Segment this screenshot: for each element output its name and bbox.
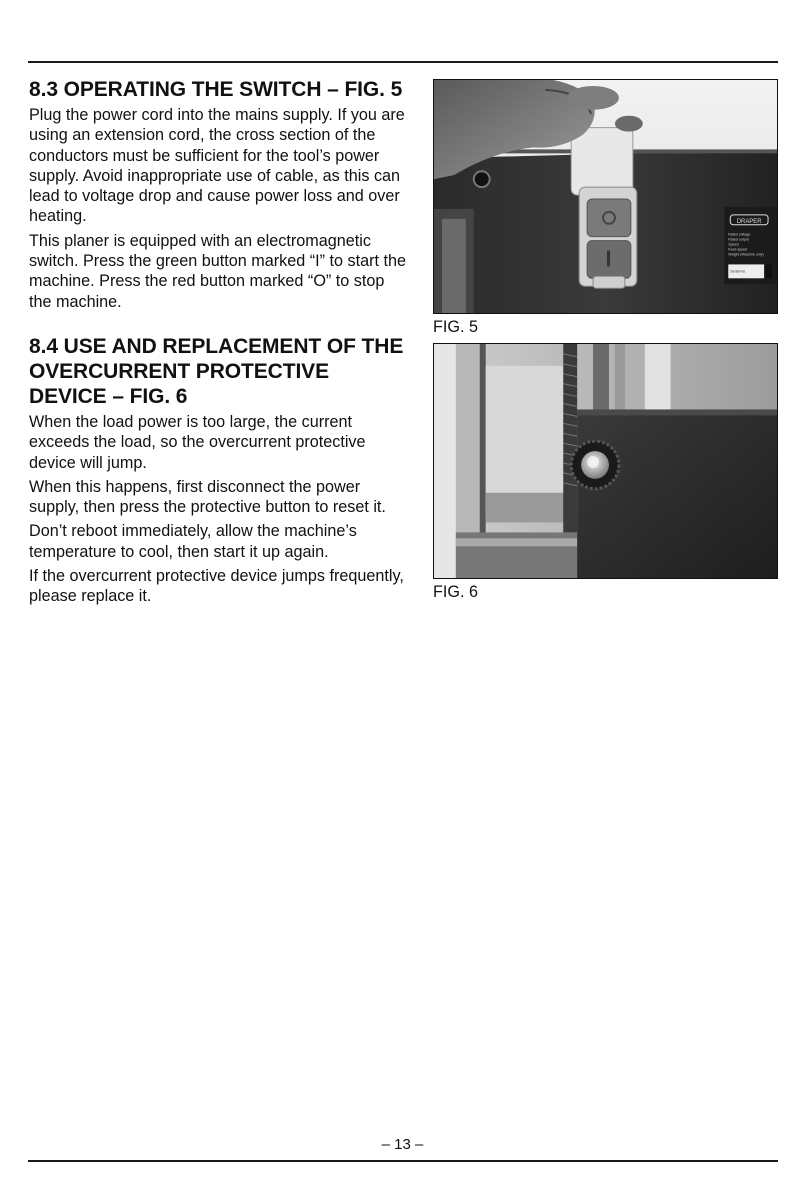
section-8-4: [29, 334, 407, 607]
label-line: Speed: [728, 242, 739, 247]
fig-6-photo: [433, 343, 778, 579]
section-8-3: [29, 77, 407, 312]
label-line: Feed speed: [728, 247, 748, 252]
fig-6-caption: FIG. 6: [433, 583, 478, 601]
section-heading-8-4: 8.4 USE AND REPLACEMENT OF THE OVERCURRENT PROTECTIVE DEVICE – FIG. 6: [29, 334, 404, 408]
label-line: Rated output: [728, 237, 749, 242]
bottom-rule: [28, 1160, 778, 1162]
paragraph: This planer is equipped with an electromagnetic switch. Press the green button marked “I” to start the machine. Press the red button marked “O” to stop the machine.: [29, 231, 406, 311]
label-serial: Serial No.: [730, 269, 746, 274]
label-line: Weight (Machine only): [728, 252, 764, 257]
paragraph: When this happens, first disconnect the power supply, then press the protective button to reset it.: [29, 477, 386, 517]
label-brand: DRAPER: [736, 218, 762, 225]
fig-5-photo: [433, 79, 778, 314]
paragraph: When the load power is too large, the current exceeds the load, so the overcurrent protective device will jump.: [29, 412, 366, 472]
section-heading-8-3: 8.3 OPERATING THE SWITCH – FIG. 5: [29, 78, 403, 101]
text-column: [29, 77, 407, 607]
fig-5-caption: FIG. 5: [433, 318, 478, 336]
top-rule: [28, 61, 778, 63]
paragraph: Plug the power cord into the mains supply. If you are using an extension cord, the cross section of the conductors must be sufficient for the tool’s power supply. Avoid inappropriate use of cable, as this can lead to voltage drop and cause power loss and over heating.: [29, 106, 405, 226]
paragraph: If the overcurrent protective device jumps frequently, please replace it.: [29, 567, 404, 606]
label-line: Rated voltage: [728, 232, 751, 237]
page-number: – 13 –: [381, 1136, 424, 1153]
paragraph: Don’t reboot immediately, allow the machine’s temperature to cool, then start it up again.: [29, 522, 357, 561]
